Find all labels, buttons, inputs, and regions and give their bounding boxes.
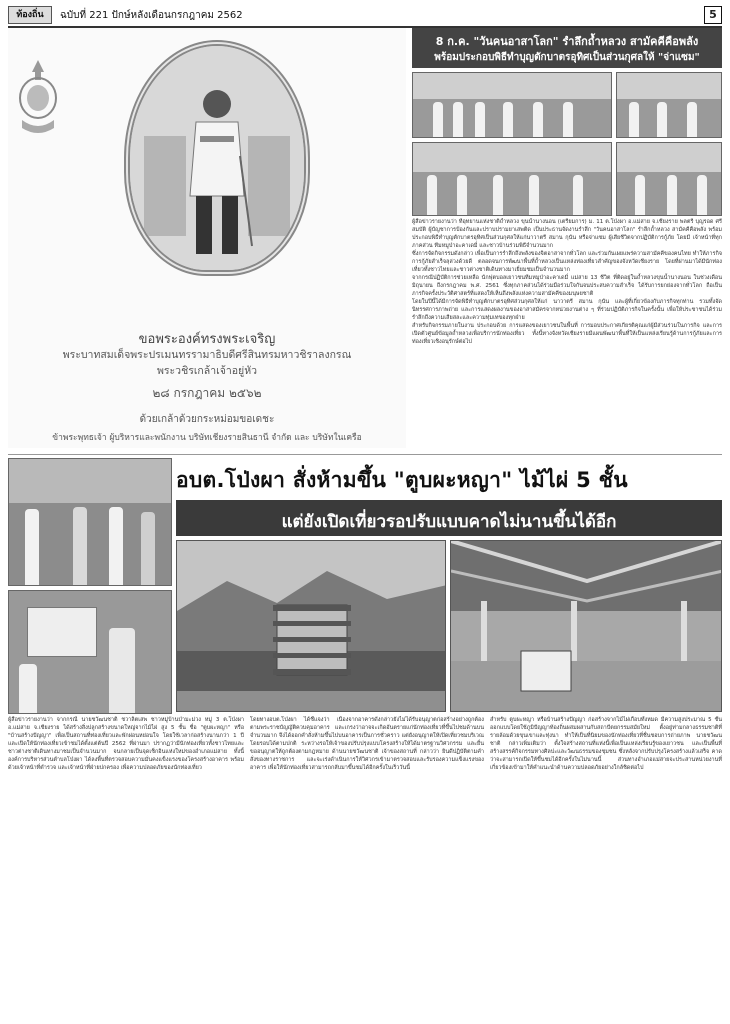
royal-emblem-icon <box>14 58 62 138</box>
main-article-title: อบต.โป่งผา สั่งห้ามขึ้น "ตูบผะหญา" ไม้ไผ่ 5 ชั้น <box>176 468 628 492</box>
main-article-column-2: โดยทางอบต.โป่งผา ได้ชี้แจงว่า เนื่องจากอาคารดังกล่าวยังไม่ได้รับอนุญาตก่อสร้างอย่างถูกต้องตามพระราชบัญญัติควบคุมอาคาร และเกรงว่าอาจจะเกิดอันตรายแก่นักท่องเที่ยวที่ขึ้นไปชมด้านบนจำนวนมาก จึงได้ออกคำสั่งห้ามขึ้นไปบนอาคารเป็นการชั่วคราว แต่ยังอนุญาตให้เปิดเที่ยวชมบริเวณโดยรอบได้ตามปกติ ระหว่างรอให้เจ้าของปรับปรุงแบบโครงสร้างให้ได้มาตรฐานวิศวกรรม และยื่นขออนุญาตให้ถูกต้องตามกฎหมาย ด้านนายชวัฒนชาติ เจ้าของสถานที่ กล่าวว่า ยินดีปฏิบัติตามคำสั่งของทางราชการ และจะเร่งดำเนินการให้วิศวกรเข้ามาตรวจสอบและรับรองความแข็งแรงของอาคาร เพื่อให้นักท่องเที่ยวสามารถกลับมาขึ้นชมได้อีกครั้งในเร็ววันนี้ <box>250 717 484 771</box>
article-paragraph: ผู้สื่อข่าวรายงานว่า ที่อุทยานแห่งชาติถ้ำหลวง ขุนน้ำนางนอน (เตรียมการ) ม. 11 ต.โป่งผา อ.แม่สาย จ.เชียงราย พลตรี บุญรอด ศรีสมบัติ ผู้บัญชาการป้องกันและปราบปรามยาเสพติด เป็นประธานจัดงานรำลึก "วันคนอาสาโลก" รำลึกถ้ำหลวง สามัคคีคือพลัง พร้อมประกอบพิธีทำบุญตักบาตรอุทิศเป็นส่วนกุศลให้แก่นาวาตรี สมาน กุนัน หรือจ่าแซม ผู้เสียชีวิตจากปฏิบัติการกู้ภัย โดยมี เจ้าหน้าที่ทุกภาคส่วน ทีมหมูป่าอะคาเดมี่ และชาวบ้านร่วมพิธีจำนวนมาก <box>412 219 722 249</box>
main-article-subtitle: แต่ยังเปิดเที่ยวรอปรับแบบคาดไม่นานขึ้นได้อีก <box>281 512 617 532</box>
royal-blessing-line: ขอพระองค์ทรงพระเจริญ <box>138 332 276 347</box>
section-divider <box>8 454 722 455</box>
main-article-column-3: สำหรับ ตูบผะหญา หรือบ้านสร้างปัญญา ก่อสร้างจากไม้ไผ่เกือบทั้งหมด มีความสูงประมาณ 5 ชั้น ออกแบบโดยใช้ภูมิปัญญาท้องถิ่นผสมผสานกับสถาปัตยกรรมสมัยใหม่ ตั้งอยู่ท่ามกลางธรรมชาติที่รายล้อมด้วยขุนเขาและทุ่งนา ทำให้เป็นที่นิยมของนักท่องเที่ยวที่ชื่นชอบการถ่ายภาพ นายชวัฒนชาติ กล่าวเพิ่มเติมว่า ตั้งใจสร้างสถานที่แห่งนี้เพื่อเป็นแหล่งเรียนรู้ของเยาวชน และเป็นพื้นที่สร้างสรรค์กิจกรรมทางศิลปะและวัฒนธรรมของชุมชน ซึ่งหลังจากปรับปรุงโครงสร้างแล้วเสร็จ คาดว่าจะสามารถเปิดให้ขึ้นชมได้อีกครั้งในไม่นานนี้ ส่วนทางอำเภอแม่สายจะประสานหน่วยงานที่เกี่ยวข้องเข้ามาให้คำแนะนำด้านความปลอดภัยอย่างใกล้ชิดต่อไป <box>490 717 722 771</box>
photo-bamboo-tower <box>176 540 446 712</box>
photo-offering-line <box>412 142 612 216</box>
royal-sponsor-line: ข้าพระพุทธเจ้า ผู้บริหารและพนักงาน บริษัทเชียงรายสินธานี จำกัด และ บริษัทในเครือ <box>52 433 362 443</box>
photo-monks-alms <box>616 72 722 138</box>
royal-salutation: ด้วยเกล้าด้วยกระหม่อมขอเดชะ <box>139 414 275 425</box>
royal-title-line: พระบาทสมเด็จพระปรเมนทรรามาธิบดีศรีสินทรมหาวชิราลงกรณ <box>62 349 352 361</box>
article-cave-anniversary <box>412 28 722 448</box>
photo-bamboo-interior <box>450 540 722 712</box>
royal-name-line: พระวชิรเกล้าเจ้าอยู่หัว <box>156 365 258 377</box>
article-headline-sub: พร้อมประกอบพิธีทำบุญตักบาตรอุทิศเป็นส่วนกุศลให้ "จ่าแซม" <box>434 52 700 63</box>
royal-date: ๒๘ กรกฎาคม ๒๕๖๒ <box>152 386 262 400</box>
photo-officials <box>616 142 722 216</box>
newspaper-logo: ท้องถิ่น <box>8 6 52 24</box>
photo-officials-inspection <box>8 458 172 586</box>
photo-notice-board <box>8 590 172 714</box>
issue-line: ฉบับที่ 221 ปักษ์หลังเดือนกรกฎาคม 2562 <box>60 10 243 21</box>
article-paragraph: สำหรับกิจกรรมภายในงาน ประกอบด้วย การแสดงของเยาวชนในพื้นที่ การมอบประกาศเกียรติคุณแก่ผู้มีส่วนร่วมในภารกิจ และการเปิดตัวศูนย์ข้อมูลถ้ำหลวงเพื่อบริการนักท่องเที่ยว ทั้งนี้ทางจังหวัดเชียงรายมีแผนพัฒนาพื้นที่ให้เป็นแหล่งเรียนรู้ด้านการกู้ภัยและการท่องเที่ยวเชิงอนุรักษ์ต่อไป <box>412 323 722 345</box>
royal-tribute-panel <box>8 28 406 448</box>
article-paragraph: จากกรณีปฏิบัติการช่วยเหลือ นักฟุตบอลเยาวชนทีมหมูป่าอะคาเดมี่ แม่สาย 13 ชีวิต ที่ติดอยู่ในถ้ำหลวงขุนน้ำนางนอน ในช่วงเดือนมิถุนายน ถึงกรกฎาคม พ.ศ. 2561 ซึ่งทุกภาคส่วนได้ร่วมมือร่วมใจกันจนประสบความสำเร็จ ได้รับการยกย่องจากทั่วโลก ถือเป็นภารกิจครั้งประวัติศาสตร์ที่แสดงให้เห็นถึงพลังแห่งความสามัคคีของมนุษยชาติ <box>412 275 722 297</box>
page-number: 5 <box>704 6 722 24</box>
main-article-column-1: ผู้สื่อข่าวรายงานว่า จากกรณี นายชวัฒนชาติ ชวาลิตเสพ ชาวหมู่บ้านป่ามะม่วง หมู่ 3 ต.โป่งผา อ.แม่สาย จ.เชียงราย ได้สร้างสิ่งปลูกสร้างขนาดใหญ่จากไม้ไผ่ สูง 5 ชั้น ชื่อ "ตูบผะหญา" หรือ "บ้านสร้างปัญญา" เพื่อเป็นสถานที่ท่องเที่ยวและพักผ่อนหย่อนใจ โดยใช้เวลาก่อสร้างนานกว่า 1 ปี และเปิดให้นักท่องเที่ยวเข้าชมได้ตั้งแต่ต้นปี 2562 ที่ผ่านมา ปรากฏว่ามีนักท่องเที่ยวทั้งชาวไทยและชาวต่างชาติเดินทางมาชมเป็นจำนวนมาก จนกลายเป็นจุดเช็กอินแห่งใหม่ของอำเภอแม่สาย ทั้งนี้ องค์การบริหารส่วนตำบลโป่งผา ได้ลงพื้นที่ตรวจสอบความมั่นคงแข็งแรงของโครงสร้างอาคาร พร้อมด้วยเจ้าหน้าที่ตำรวจ และเจ้าหน้าที่ฝ่ายปกครอง เพื่อความปลอดภัยของนักท่องเที่ยว <box>8 717 244 771</box>
article-paragraph: ซึ่งการจัดกิจกรรมดังกล่าว เพื่อเป็นการรำลึกถึงพลังของจิตอาสาจากทั่วโลก และร่วมกันเผยแพร่ความสามัคคีของคนไทย ทำให้ภารกิจการกู้ภัยสำเร็จลุล่วงด้วยดี ตลอดจนการพัฒนาพื้นที่ถ้ำหลวงเป็นแหล่งท่องเที่ยวสำคัญของจังหวัดเชียงราย โดยที่ผ่านมาได้มีนักท่องเที่ยวทั้งชาวไทยและชาวต่างชาติเดินทางมาเยี่ยมชมเป็นจำนวนมาก <box>412 251 722 273</box>
photo-ceremony-crowd <box>412 72 612 138</box>
king-portrait-frame <box>124 40 310 276</box>
masthead <box>8 6 722 26</box>
article-body <box>412 218 722 446</box>
article-headline-box <box>412 28 722 68</box>
article-headline: 8 ก.ค. "วันคนอาสาโลก" รำลึกถ้ำหลวง สามัคคีคือพลัง <box>435 35 699 48</box>
article-paragraph: โดยในปีนี้ได้มีการจัดพิธีทำบุญตักบาตรอุทิศส่วนกุศลให้แก่ นาวาตรี สมาน กุนัน และผู้ที่เกี่ยวข้องกับภารกิจทุกท่าน รวมทั้งจัดนิทรรศการภาพถ่าย และการแสดงผลงานของอาสาสมัครจากหน่วยงานต่าง ๆ ที่ร่วมปฏิบัติภารกิจในครั้งนั้น เพื่อให้ประชาชนได้ร่วมรำลึกถึงความเสียสละและความทุ่มเทของทุกฝ่าย <box>412 299 722 321</box>
